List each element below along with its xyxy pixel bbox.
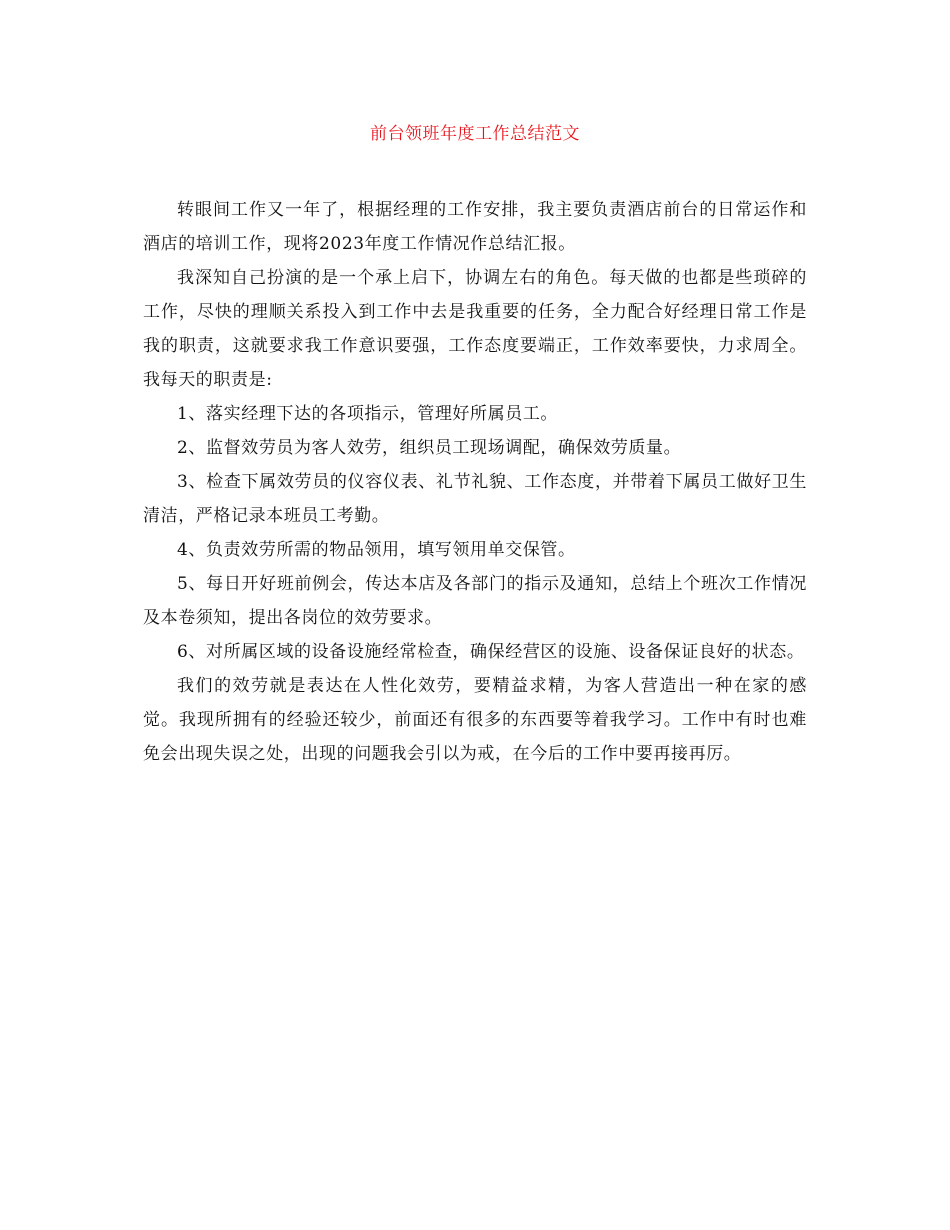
paragraph-conclusion: 我们的效劳就是表达在人性化效劳，要精益求精，为客人营造出一种在家的感觉。我现所拥有的经验还较少，前面还有很多的东西要等着我学习。工作中有时也难免会出现失误之处，出现的问题我会引以为戒，在今后的工作中要再接再厉。: [143, 676, 807, 764]
list-item-duty-4: 4、负责效劳所需的物品领用，填写领用单交保管。: [177, 540, 576, 560]
list-item-duty-1: 1、落实经理下达的各项指示，管理好所属员工。: [177, 404, 559, 424]
list-item-duty-3: 3、检查下属效劳员的仪容仪表、礼节礼貌、工作态度，并带着下属员工做好卫生清洁，严格记录本班员工考勤。: [143, 472, 807, 526]
paragraph-role: 我深知自己扮演的是一个承上启下，协调左右的角色。每天做的也都是些琐碎的工作，尽快的理顺关系投入到工作中去是我重要的任务，全力配合好经理日常工作是我的职责，这就要求我工作意识要强，工作态度要端正，工作效率要快，力求周全。我每天的职责是:: [143, 268, 807, 390]
document-body: [143, 193, 807, 771]
paragraph-intro: 转眼间工作又一年了，根据经理的工作安排，我主要负责酒店前台的日常运作和酒店的培训工作，现将2023年度工作情况作总结汇报。: [143, 200, 807, 254]
list-item-duty-6: 6、对所属区域的设备设施经常检查，确保经营区的设施、设备保证良好的状态。: [177, 642, 805, 662]
list-item-duty-2: 2、监督效劳员为客人效劳，组织员工现场调配，确保效劳质量。: [177, 438, 682, 458]
list-item-duty-5: 5、每日开好班前例会，传达本店及各部门的指示及通知，总结上个班次工作情况及本卷须知，提出各岗位的效劳要求。: [143, 574, 807, 628]
document-title: 前台领班年度工作总结范文: [370, 124, 580, 144]
